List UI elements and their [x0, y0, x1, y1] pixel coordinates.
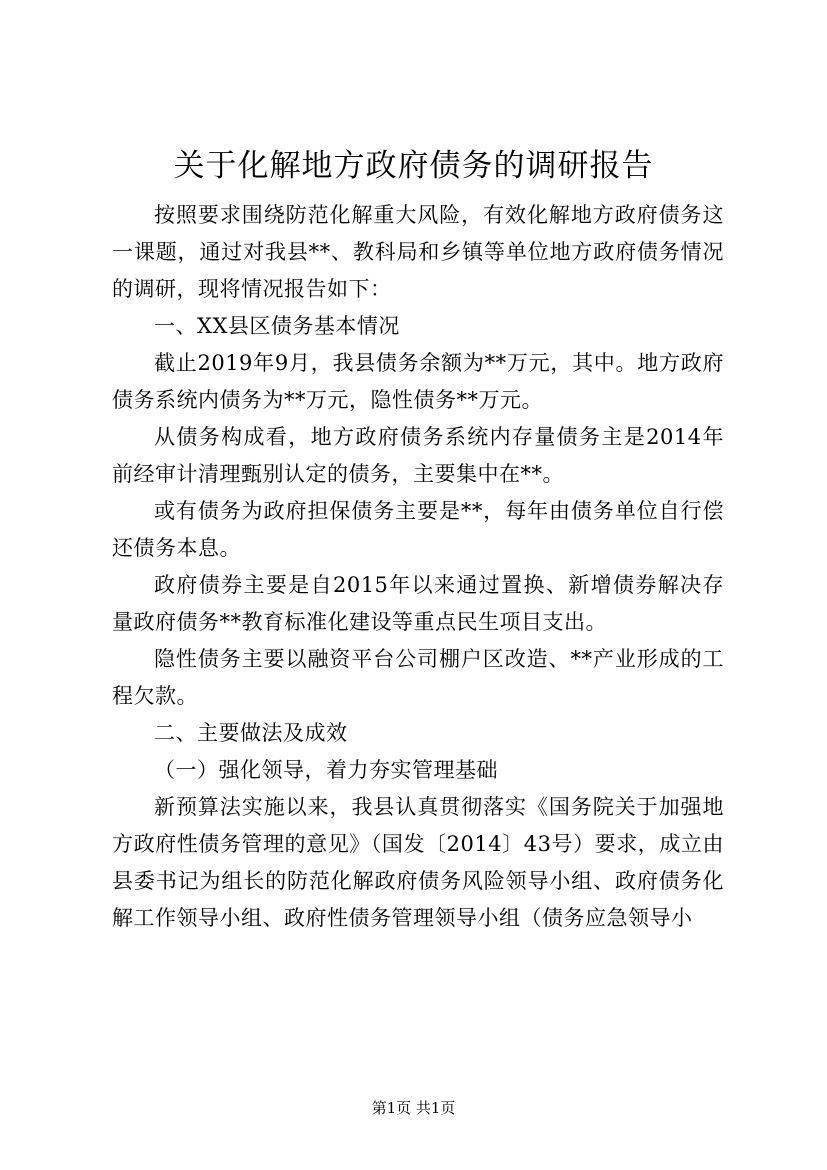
paragraph-government-bonds: 政府债券主要是自2015年以来通过置换、新增债券解决存量政府债务**教育标准化建设等重点民生项目支出。 — [112, 573, 724, 634]
paragraph-debt-balance: 截止2019年9月，我县债务余额为**万元，其中。地方政府债务系统内债务为**万元，隐性债务**万元。 — [112, 351, 724, 412]
paragraph-hidden-debt: 隐性债务主要以融资平台公司棚户区改造、**产业形成的工程欠款。 — [112, 647, 724, 708]
document-body — [112, 197, 724, 937]
section-heading-2: 二、主要做法及成效 — [154, 721, 348, 745]
document-title: 关于化解地方政府债务的调研报告 — [173, 148, 654, 184]
section-heading-1: 一、XX县区债务基本情况 — [154, 314, 400, 338]
paragraph-new-budget-law: 新预算法实施以来，我县认真贯彻落实《国务院关于加强地方政府性债务管理的意见》（国发〔2014〕43号）要求，成立由县委书记为组长的防范化解政府债务风险领导小组、政府债务化解工作领导小组、政府性债务管理领导小组（债务应急领导小 — [112, 795, 724, 930]
paragraph-intro: 按照要求围绕防范化解重大风险，有效化解地方政府债务这一课题，通过对我县**、教科局和乡镇等单位地方政府债务情况的调研，现将情况报告如下： — [112, 203, 724, 301]
paragraph-debt-composition: 从债务构成看，地方政府债务系统内存量债务主是2014年前经审计清理甄别认定的债务，主要集中在**。 — [112, 425, 724, 486]
subsection-heading-1: （一）强化领导，着力夯实管理基础 — [154, 758, 498, 782]
paragraph-contingent-debt: 或有债务为政府担保债务主要是**，每年由债务单位自行偿还债务本息。 — [112, 499, 724, 560]
page-footer: 第1页 共1页 — [371, 1099, 456, 1117]
